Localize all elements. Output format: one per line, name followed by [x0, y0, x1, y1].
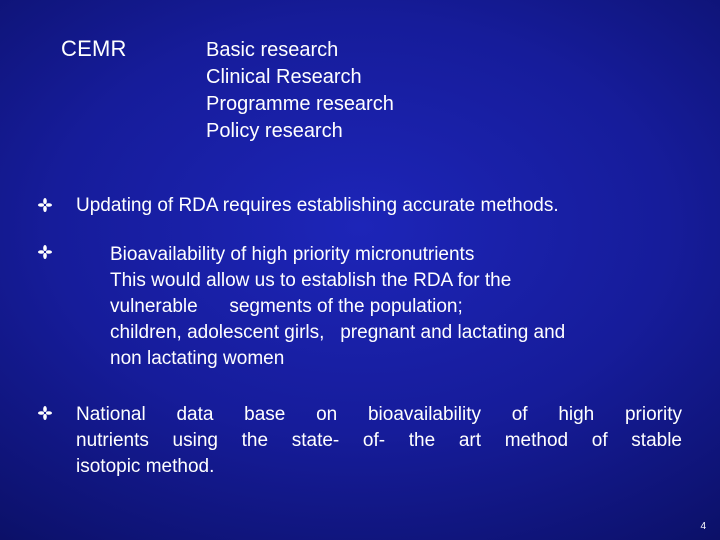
bullet-line: isotopic method. — [76, 456, 215, 477]
bullet-line: non lactating women — [110, 348, 285, 369]
diamond-bullet-icon — [38, 245, 52, 259]
page-number: 4 — [700, 521, 706, 532]
bullet-text-rda-methods — [76, 193, 559, 219]
research-type-item: Basic research — [206, 39, 339, 61]
diamond-bullet-icon — [38, 406, 52, 420]
bullet-line: vulnerable segments of the population; — [110, 296, 463, 317]
bullet-line: nutrients using the state- of- the art method of stable — [76, 430, 682, 451]
bullet-line: Bioavailability of high priority micronutrients — [110, 244, 475, 265]
bullet-line: National data base on bioavailability of high priority — [76, 404, 682, 425]
research-type-item: Programme research — [206, 93, 394, 115]
diamond-bullet-icon — [38, 198, 52, 212]
research-type-item: Policy research — [206, 120, 343, 142]
bullet-line: This would allow us to establish the RDA for the — [110, 270, 512, 291]
bullet-text-national-database — [76, 402, 682, 480]
bullet-text-bioavailability — [110, 242, 565, 372]
bullet-line: children, adolescent girls, pregnant and lactating and — [110, 322, 566, 343]
header-label: CEMR — [61, 36, 127, 61]
bullet-line: Updating of RDA requires establishing accurate methods. — [76, 195, 559, 216]
research-type-item: Clinical Research — [206, 66, 362, 88]
research-type-list — [206, 37, 394, 145]
